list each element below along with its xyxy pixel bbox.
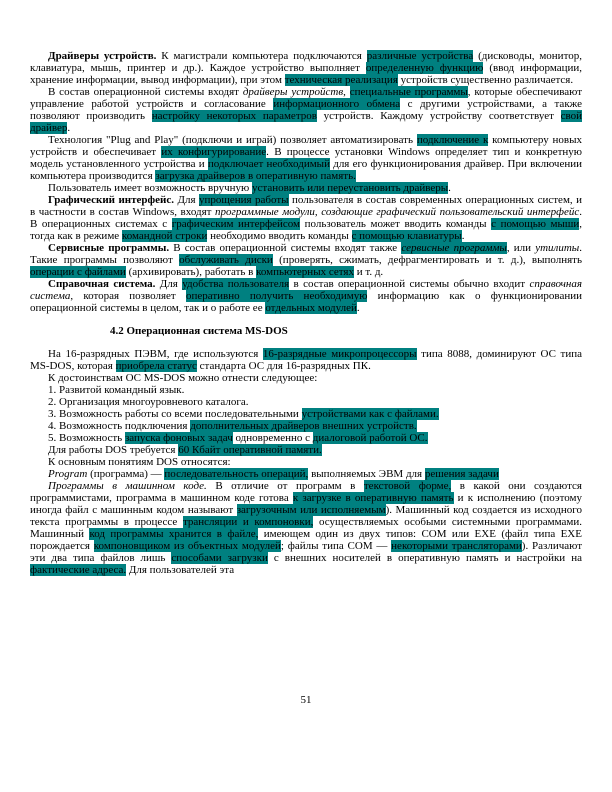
text-segment: Графический интерфейс. (48, 194, 174, 206)
highlighted-text: подключает необходимый (207, 158, 330, 170)
text-segment: драйверы устройств (242, 86, 344, 98)
highlighted-text: загрузка драйверов в оперативную память. (155, 170, 356, 182)
text-segment: (программа) — (87, 468, 165, 480)
highlighted-text: отдельных модулей (265, 302, 357, 314)
text-segment: Для работы DOS требуется (48, 444, 179, 456)
highlighted-text: текстовой форме, (363, 480, 452, 492)
paragraph (30, 182, 582, 194)
highlighted-text: способами загрузки (171, 552, 268, 564)
text-segment: Сервисные программы. (48, 242, 170, 254)
text-segment: . Такие программы позволяют (30, 242, 582, 266)
text-segment: компьютеру новых устройств и обеспечивает (30, 134, 582, 158)
highlighted-text: приобрела статус (115, 360, 197, 372)
paragraph (30, 396, 582, 408)
text-segment: К достоинствам ОС MS-DOS можно отнести следующее: (48, 372, 318, 384)
highlighted-text: с помощью мыши (491, 218, 580, 230)
paragraph (30, 480, 582, 576)
text-segment: устройств. Каждому устройству соответствует (316, 110, 561, 122)
text-segment: , (343, 86, 350, 98)
paragraph (30, 372, 582, 384)
text-segment: Программы в машинном коде. (48, 480, 207, 492)
highlighted-text: запуска фоновых задач (124, 432, 233, 444)
text-segment: 3. Возможность работы со всеми последовательными (48, 408, 302, 420)
text-segment: 4. Возможность подключения (48, 420, 191, 432)
text-segment: ). Различают эти два типа файлов лишь (30, 540, 583, 564)
text-segment: имеющем один из двух типов: COM или EXE (файл типа EXE порождается (30, 528, 582, 552)
highlighted-text: графическим интерфейсом (171, 218, 300, 230)
highlighted-text: подключение к (416, 134, 489, 146)
paragraph (30, 468, 582, 480)
text-segment: справочная система (30, 278, 582, 302)
text-segment: 5. Возможность (48, 432, 125, 444)
text-segment: В состав операционной системы входят (48, 86, 243, 98)
highlighted-text: установить или переустановить драйверы (252, 182, 449, 194)
highlighted-text: командной строки (121, 230, 208, 242)
text-segment: К магистрали компьютера подключаются (156, 50, 367, 62)
paragraph (30, 242, 582, 278)
text-segment: 1. Развитой командный язык. (48, 384, 185, 396)
text-segment: Справочная система. (48, 278, 156, 290)
highlighted-text: информационного обмена (273, 98, 401, 110)
highlighted-text: техническая реализация (284, 74, 398, 86)
highlighted-text: свой драйвер (30, 110, 582, 134)
highlighted-text: оперативно получить необходимую (185, 290, 368, 302)
paragraph (30, 86, 582, 134)
text-segment: ; файлы типа COM — (280, 540, 392, 552)
highlighted-text: код программы хранится в файле, (89, 528, 259, 540)
highlighted-text: обслуживать диски (179, 254, 273, 266)
paragraph (30, 194, 582, 242)
text-segment: . (67, 122, 71, 134)
text-segment: , тогда как в режиме (30, 218, 582, 242)
paragraph (30, 444, 582, 456)
text-segment: . (448, 182, 451, 194)
text-segment: На 16-разрядных ПЭВМ, где используются (48, 348, 263, 360)
text-segment: в состав операционной системы обычно входит (289, 278, 530, 290)
text-segment: программные модули, создающие графический пользовательский интерфейс (215, 206, 580, 218)
highlighted-text: 60 Кбайт оперативной памяти. (178, 444, 322, 456)
text-segment: (проверять, сжимать, дефрагментировать и т. д.), выполнять (272, 254, 583, 266)
text-segment: . (356, 302, 360, 314)
text-segment: с внешних носителей в оперативную память и настройки на (267, 552, 582, 564)
text-segment: (дисководы, монитор, клавиатура, мышь, принтер и др.). Каждое устройство выполняет (30, 50, 582, 74)
text-segment: одновременно с (232, 432, 313, 444)
text-segment: и т. д. (353, 266, 384, 278)
highlighted-text: различные устройства (366, 50, 474, 62)
text-segment: и к исполнению (поэтому иногда файл с машинным кодом называют (30, 492, 582, 516)
text-segment: типа 8088, доминируют ОС типа MS-DOS, которая (30, 348, 583, 372)
text-segment: информацию как о функционировании операционной системы в целом, так и о работе ее (30, 290, 582, 314)
text-segment: с другими устройствами, а также позволяют производить (30, 98, 582, 122)
text-segment: 4.2 Операционная система MS-DOS (110, 325, 288, 337)
text-segment: (архивировать), работать в (125, 266, 257, 278)
text-segment: пользователь может вводить команды (300, 218, 492, 230)
text-segment: Драйверы устройств. (48, 50, 157, 62)
paragraph (30, 408, 582, 420)
text-segment: , которые обеспечивают управление работой устройств и согласование (30, 86, 583, 110)
highlighted-text: некоторыми трансляторами (391, 540, 522, 552)
highlighted-text: упрощения работы (199, 194, 289, 206)
paragraph (30, 50, 582, 86)
text-segment: выполняемых ЭВМ для (308, 468, 425, 480)
page-number: 51 (300, 694, 312, 706)
highlighted-text: сервисные программы (401, 242, 507, 254)
text-segment: Program (48, 468, 88, 480)
text-segment: (ввод информации, хранение информации, вывод информации), при этом (30, 62, 583, 86)
paragraph (30, 432, 582, 444)
text-segment: Для (155, 278, 183, 290)
text-segment: , которая позволяет (70, 290, 186, 302)
highlighted-text: к загрузке в оперативную память (292, 492, 454, 504)
paragraph (30, 384, 582, 396)
text-segment: Для пользователей эта (126, 564, 235, 576)
text-segment: утилиты (535, 242, 580, 254)
text-segment: . В операционных системах с (30, 206, 582, 230)
text-segment: осуществляемых особыми системными программами. Машинный (30, 516, 582, 540)
highlighted-text: диалоговой работой ОС. (312, 432, 428, 444)
text-segment: ). Машинный код создается из исходного текста программы в процессе (30, 504, 582, 528)
highlighted-text: удобства пользователя (182, 278, 290, 290)
highlighted-text: операции с файлами (30, 266, 126, 278)
section-heading (110, 325, 582, 337)
text-segment: . (461, 230, 465, 242)
highlighted-text: устройствами как с файлами. (301, 408, 439, 420)
highlighted-text: компьютерных сетях (256, 266, 354, 278)
highlighted-text: их конфигурирование (161, 146, 267, 158)
paragraph (30, 134, 582, 182)
highlighted-text: дополнительных драйверов внешних устройств. (190, 420, 417, 432)
text-segment: стандарта ОС для 16-разрядных ПК. (196, 360, 371, 372)
text-segment: Технология "Plug and Play" (подключи и играй) позволяет автоматизировать (48, 134, 417, 146)
highlighted-text: специальные программы (349, 86, 468, 98)
paragraph (30, 348, 582, 372)
paragraph (30, 278, 582, 314)
text-segment: устройств существенно различается. (397, 74, 574, 86)
highlighted-text: трансляции и компоновки, (182, 516, 314, 528)
highlighted-text: настройку некоторых параметров (151, 110, 317, 122)
highlighted-text: 16-разрядные микропроцессоры (262, 348, 417, 360)
text-segment: в какой они создаются программистами, программа в машинном коде готова (30, 480, 582, 504)
text-segment: К основным понятиям DOS относятся: (48, 456, 231, 468)
document-content (30, 50, 582, 576)
text-segment: В отличие от программ в (206, 480, 364, 492)
text-segment: , или (506, 242, 536, 254)
highlighted-text: компоновщиком из объектных модулей (93, 540, 281, 552)
text-segment: необходимо вводить команды (207, 230, 352, 242)
text-segment: пользователя в состав современных операционных систем, и в частности в состав Windows, входят (30, 194, 583, 218)
highlighted-text: загрузочным или исполняемым (236, 504, 386, 516)
text-segment: 2. Организация многоуровневого каталога. (48, 396, 249, 408)
text-segment: для его функционирования драйвер. При включении компьютера производится (30, 158, 582, 182)
highlighted-text: с помощью клавиатуры (351, 230, 462, 242)
highlighted-text: фактические адреса. (30, 564, 127, 576)
text-segment: В состав операционной системы входят также (169, 242, 402, 254)
paragraph (30, 420, 582, 432)
highlighted-text: решения задачи (424, 468, 499, 480)
highlighted-text: определенную функцию (365, 62, 484, 74)
text-segment: Пользователь имеет возможность вручную (48, 182, 252, 194)
paragraph (30, 456, 582, 468)
text-segment: . В процессе установки Windows определяет тип и конкретную модель установленного устройства и (30, 146, 582, 170)
text-segment: Для (174, 194, 199, 206)
highlighted-text: последовательность операций, (164, 468, 309, 480)
